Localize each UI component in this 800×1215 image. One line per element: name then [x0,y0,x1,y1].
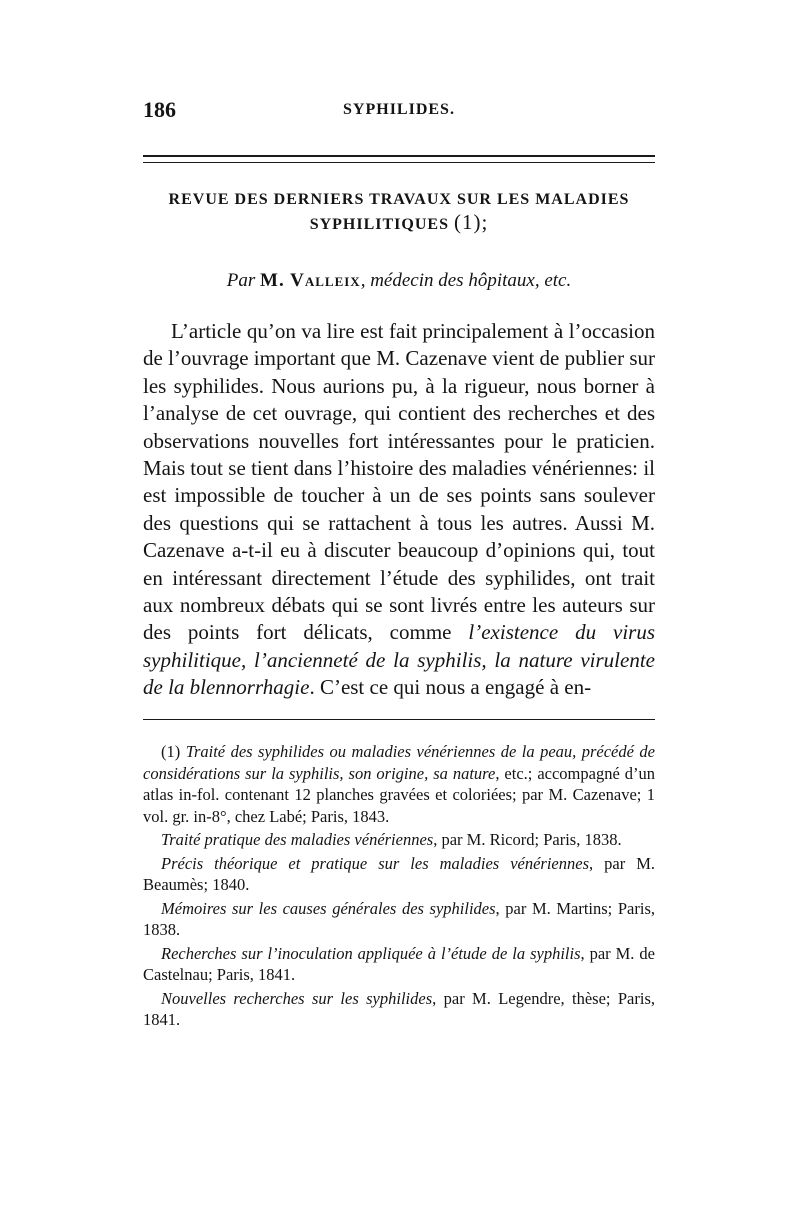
footnote-item [143,898,655,941]
footnote-item [143,943,655,986]
running-head [143,97,655,127]
footnote-work-title: Traité des syphilides ou maladies vénériennes de la peau, précédé de considérations sur la syphilis, son origine, sa nature [143,742,655,783]
footnote-item [143,829,655,851]
footnote-ref: (1); [453,210,489,234]
body-italic-text: l’existence du virus syphilitique, l’ancienneté de la syphilis, la nature virulente de la blennorrhagie [143,620,655,700]
footnote-rule [143,719,655,720]
footnote-details: , par M. Legendre, thèse; Paris, 1841. [143,988,655,1029]
footnote-details: , par M. de Castelnau; Paris, 1841. [143,943,655,984]
footnote-work-title: Mémoires sur les causes générales des syphilides [161,898,496,918]
page-number: 186 [143,97,176,122]
footnote-item [143,853,655,896]
footnote-lead: (1) [161,742,186,761]
body-text: L’article qu’on va lire est fait principalement à l’occasion de l’ouvrage important que M. Cazenave vient de publier sur les syphilides. Nous aurions pu, à la rigueur, nous borner à l’analyse de cet ouvrage, qui contient des recherches et des observations nouvelles fort intéressantes pour le praticien. Mais tout se tient dans l’histoire des maladies vénériennes: il est impossible de toucher à un de ses points sans soulever des questions qui se rattachent à tous les autres. Aussi M. Cazenave a-t-il eu à discuter beaucoup d’opinions qui, tout en intéressant directement l’étude des syphilides, ont trait aux nombreux débats qui se sont livrés entre les auteurs sur des points fort délicats, comme [143,319,655,645]
footnote-work-title: Précis théorique et pratique sur les maladies vénériennes [161,853,589,873]
byline-author: M. Valleix [260,270,361,291]
byline [143,270,655,292]
footnote-details: , etc.; accompagné d’un atlas in-fol. contenant 12 planches gravées et coloriées; par M. Cazenave; 1 vol. gr. in-8°, chez Labé; Paris, 1843. [143,763,655,826]
footnote-details: , par M. Ricord; Paris, 1838. [433,830,622,849]
running-title: SYPHILIDES. [343,101,455,118]
header-double-rule [143,155,655,163]
footnote-details: , par M. Martins; Paris, 1838. [143,898,655,939]
footnote-item [143,741,655,827]
article-title-line-2 [143,211,655,236]
article-title-word: SYPHILITIQUES [309,216,449,233]
footnote-work-title: Nouvelles recherches sur les syphilides [161,988,433,1008]
body-text-end: . C’est ce qui nous a engagé à en- [309,675,592,700]
footnote-details: , par M. Beaumès; 1840. [143,853,655,894]
article-title [143,188,655,236]
footnote-work-title: Recherches sur l’inoculation appliquée à l’étude de la syphilis [161,943,581,963]
footnotes [143,741,655,1033]
byline-prefix: Par [226,270,261,291]
footnote-work-title: Traité pratique des maladies vénériennes [161,830,434,849]
article-title-line-1: REVUE DES DERNIERS TRAVAUX SUR LES MALADIES [168,191,630,208]
byline-suffix: , médecin des hôpitaux, etc. [360,270,572,291]
body-paragraph [143,318,655,702]
footnote-item [143,988,655,1031]
